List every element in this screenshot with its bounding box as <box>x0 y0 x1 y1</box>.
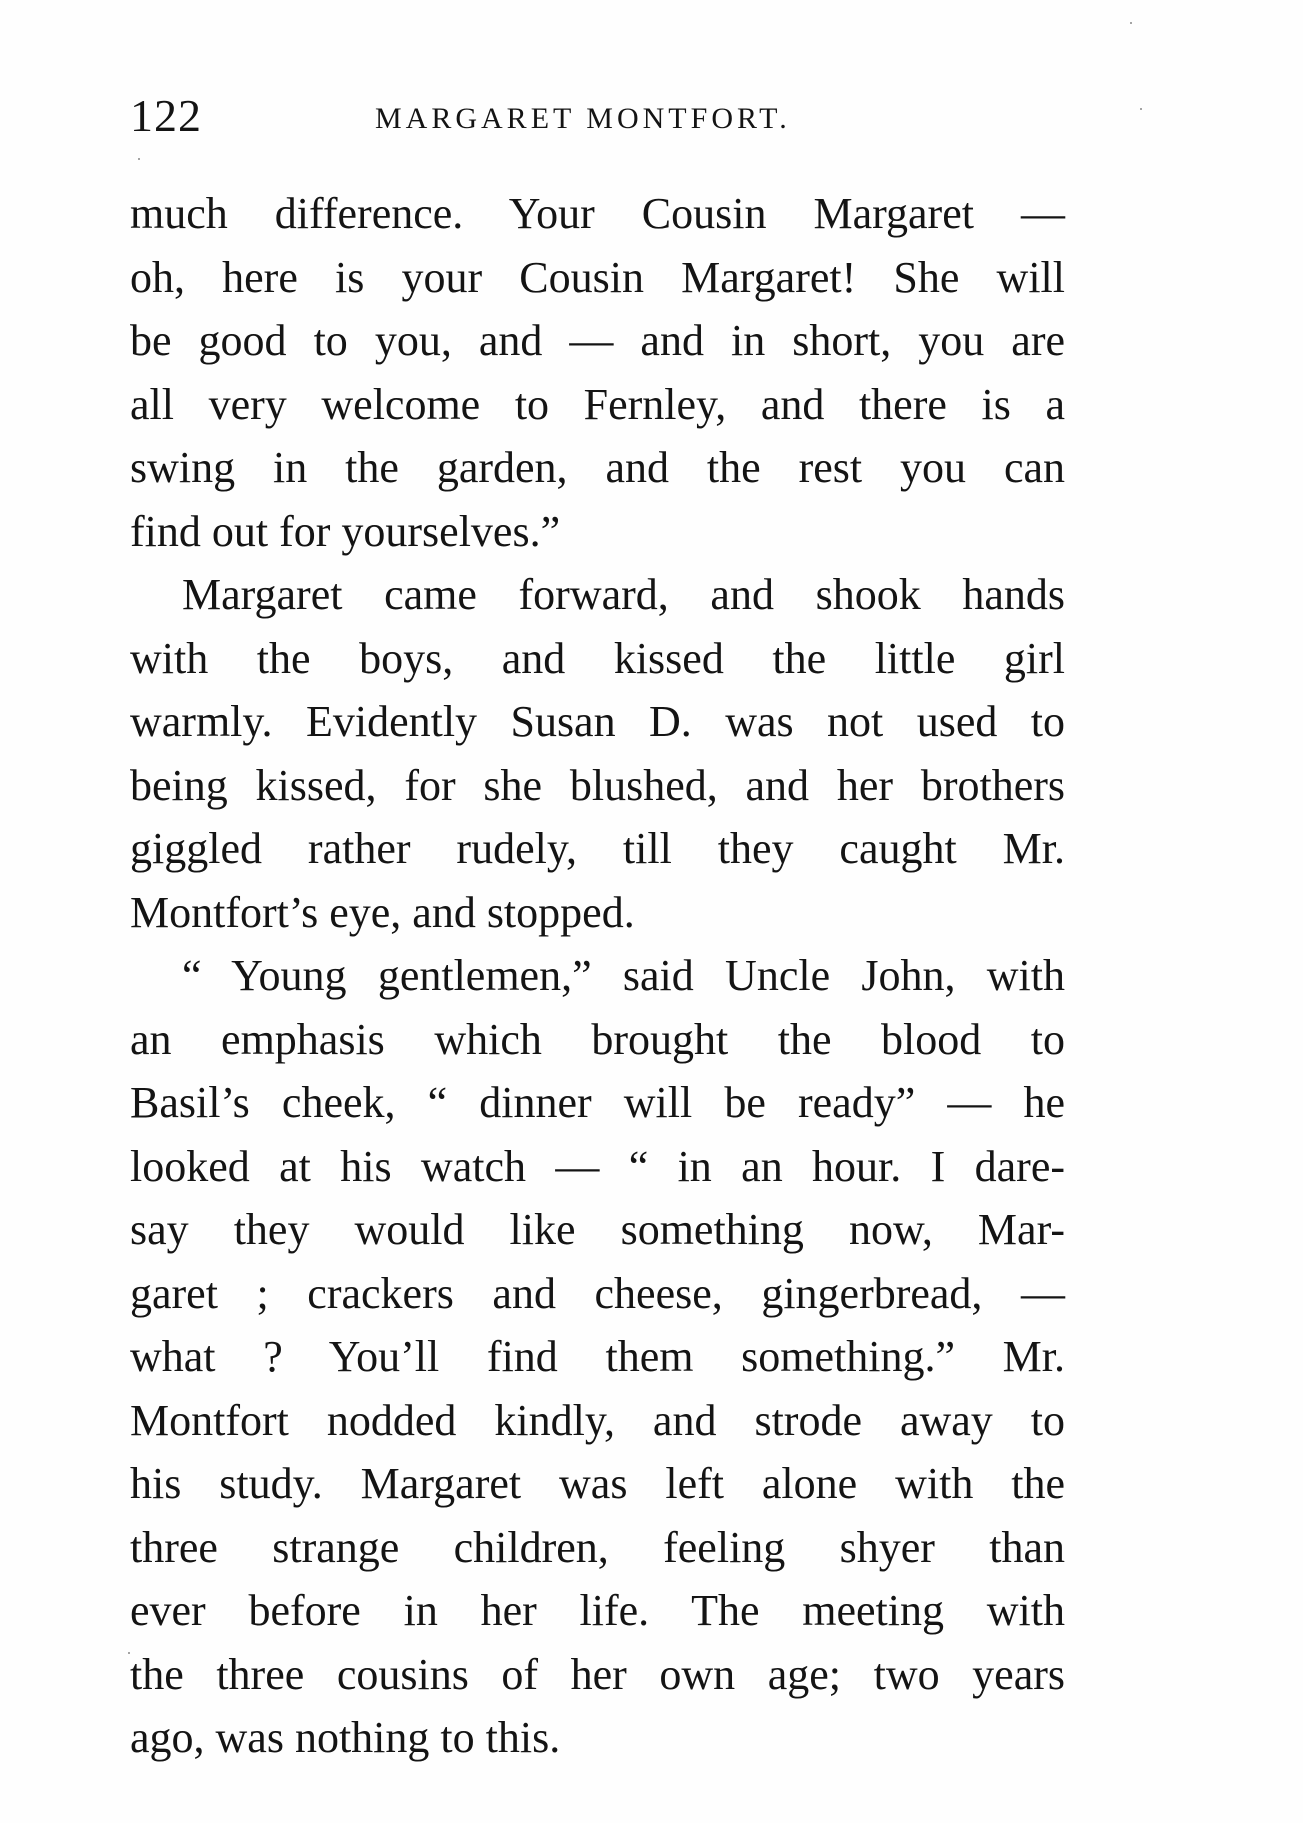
text-line: oh, here is your Cousin Margaret! She will <box>130 252 1065 302</box>
text-line: find out for yourselves.” <box>130 506 561 556</box>
paper-speck <box>128 1652 130 1654</box>
running-title: MARGARET MONTFORT. <box>375 102 791 135</box>
text-line: ever before in her life. The meeting with <box>130 1586 1065 1635</box>
paper-speck <box>1140 108 1142 110</box>
text-line: the three cousins of her own age; two years <box>130 1649 1065 1699</box>
text-line: what ? You’ll find them something.” Mr. <box>130 1332 1065 1381</box>
text-line: Montfort nodded kindly, and strode away to <box>130 1395 1065 1445</box>
text-line: “ Young gentlemen,” said Uncle John, with <box>182 951 1065 1000</box>
text-line: swing in the garden, and the rest you can <box>130 443 1065 492</box>
body-text <box>130 182 1065 1770</box>
text-line: be good to you, and — and in short, you are <box>130 316 1065 365</box>
text-line: giggled rather rudely, till they caught Mr. <box>130 824 1065 873</box>
text-line: ago, was nothing to this. <box>130 1713 561 1762</box>
text-line: warmly. Evidently Susan D. was not used to <box>130 697 1065 746</box>
paper-speck <box>138 158 140 160</box>
text-line: Montfort’s eye, and stopped. <box>130 887 635 937</box>
text-line: garet ; crackers and cheese, gingerbread, — <box>130 1268 1065 1318</box>
paper-speck <box>1130 22 1132 24</box>
text-line: much difference. Your Cousin Margaret — <box>130 189 1065 238</box>
text-line: Margaret came forward, and shook hands <box>182 570 1065 619</box>
text-line: three strange children, feeling shyer than <box>130 1522 1065 1572</box>
page-number: 122 <box>130 90 202 141</box>
text-line: his study. Margaret was left alone with the <box>130 1459 1065 1508</box>
text-line: being kissed, for she blushed, and her brothers <box>130 760 1065 810</box>
text-line: looked at his watch — “ in an hour. I dare- <box>130 1141 1065 1191</box>
running-head <box>130 86 1080 146</box>
text-line: Basil’s cheek, “ dinner will be ready” — he <box>130 1078 1065 1127</box>
text-line: say they would like something now, Mar- <box>130 1205 1065 1254</box>
text-line: an emphasis which brought the blood to <box>130 1014 1065 1064</box>
text-line: with the boys, and kissed the little girl <box>130 633 1065 683</box>
text-line: all very welcome to Fernley, and there is a <box>130 379 1065 429</box>
